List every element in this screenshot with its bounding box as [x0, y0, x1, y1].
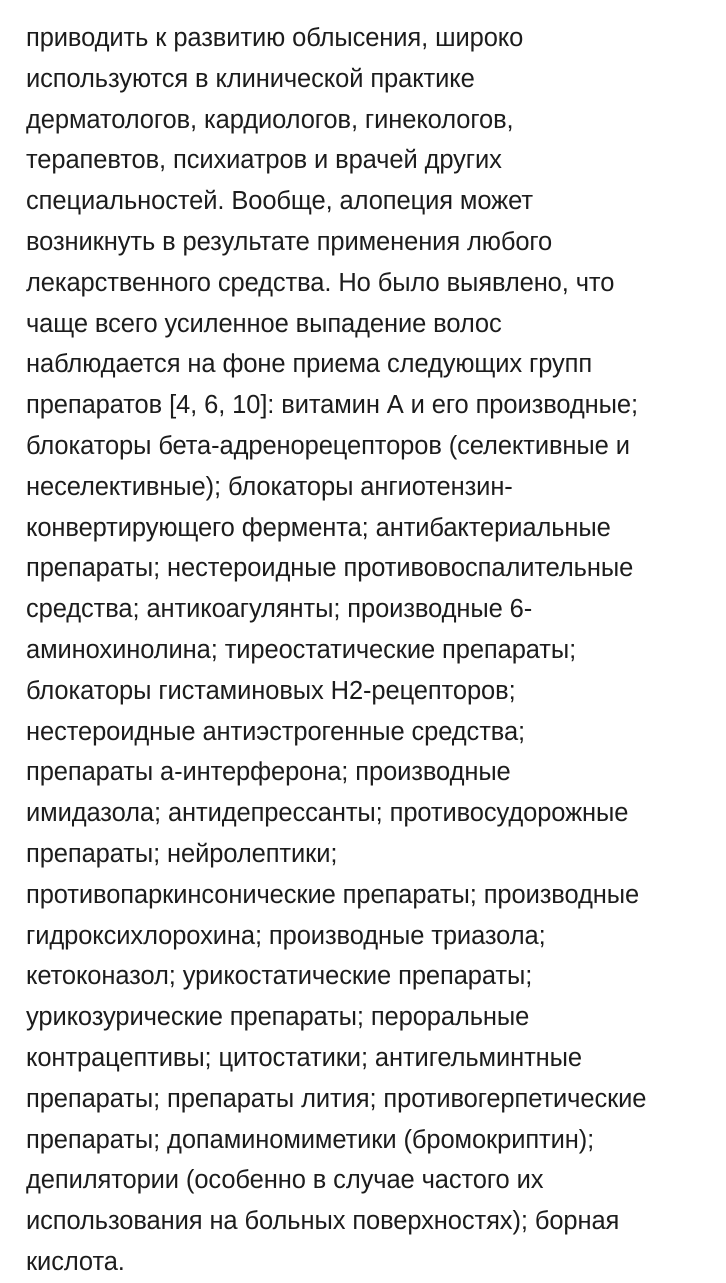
text-line: чаще всего усиленное выпадение волос: [26, 309, 502, 338]
text-line: использования на больных поверхностях); борная: [26, 1207, 620, 1236]
text-line: препаратов [4, 6, 10]: витамин А и его производные;: [26, 391, 638, 420]
text-line: аминохинолина; тиреостатические препараты;: [26, 635, 577, 664]
text-line: используются в клинической практике: [26, 64, 475, 93]
text-line: препараты; нестероидные противовоспалительные: [26, 554, 634, 583]
text-line: препараты; нейролептики;: [26, 839, 338, 868]
text-line: препараты a-интерферона; производные: [26, 758, 511, 787]
text-line: дерматологов, кардиологов, гинекологов,: [26, 105, 514, 134]
text-line: наблюдается на фоне приема следующих групп: [26, 350, 593, 379]
text-line: гидроксихлорохина; производные триазола;: [26, 921, 546, 950]
text-line: блокаторы бета-адренорецепторов (селективные и: [26, 431, 630, 460]
text-line: контрацептивы; цитостатики; антигельминтные: [26, 1043, 582, 1072]
text-line: возникнуть в результате применения любого: [26, 227, 553, 256]
text-line: специальностей. Вообще, алопеция может: [26, 187, 533, 216]
text-line: нестероидные антиэстрогенные средства;: [26, 717, 526, 746]
text-line: имидазола; антидепрессанты; противосудорожные: [26, 799, 629, 828]
text-line: блокаторы гистаминовых Н2-рецепторов;: [26, 676, 516, 705]
text-line: депилятории (особенно в случае частого их: [26, 1166, 544, 1195]
text-line: средства; антикоагулянты; производные 6-: [26, 595, 533, 624]
text-line: конвертирующего фермента; антибактериальные: [26, 513, 611, 542]
text-line: урикозурические препараты; пероральные: [26, 1003, 530, 1032]
text-line: препараты; допаминомиметики (бромокриптин);: [26, 1125, 595, 1154]
text-line: терапевтов, психиатров и врачей других: [26, 146, 502, 175]
text-line: препараты; препараты лития; противогерпетические: [26, 1084, 647, 1113]
text-line: лекарственного средства. Но было выявлено, что: [26, 268, 615, 297]
text-line: кетоконазол; урикостатические препараты;: [26, 962, 533, 991]
text-line: кислота.: [26, 1247, 125, 1276]
text-line: неселективные); блокаторы ангиотензин-: [26, 472, 513, 501]
text-line: приводить к развитию облысения, широко: [26, 24, 524, 52]
text-line: противопаркинсонические препараты; производные: [26, 880, 640, 909]
